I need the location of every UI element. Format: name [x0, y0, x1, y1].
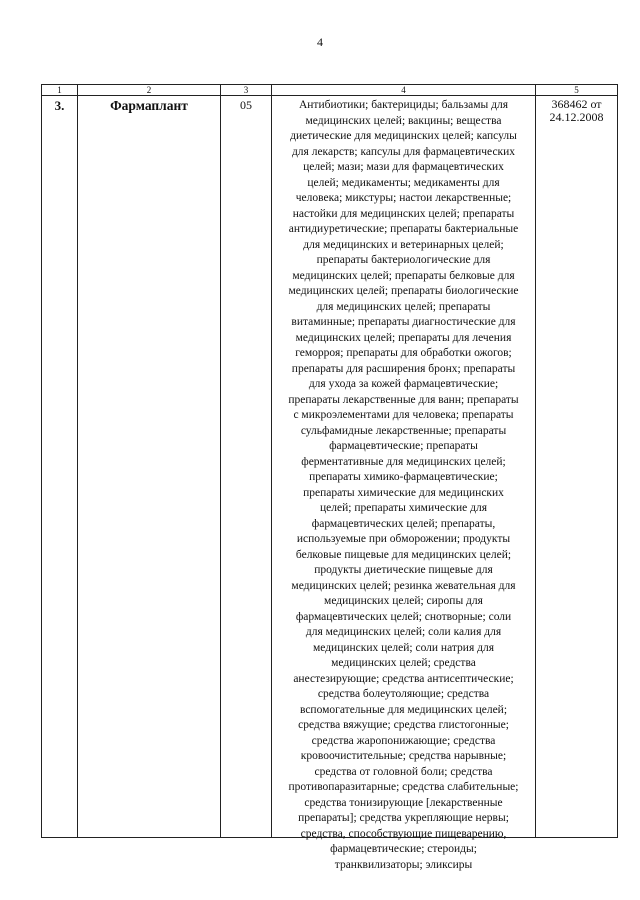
goods-line: для лекарств; капсулы для фармацевтических	[291, 145, 516, 158]
row-number: 3.	[54, 98, 65, 113]
row-number-cell	[42, 96, 78, 838]
table-row	[42, 96, 618, 838]
goods-line: диетические для медицинских целей; капсулы	[290, 130, 517, 142]
goods-line: медицинских целей; средства	[331, 657, 476, 669]
goods-line: целей; препараты химические для	[320, 502, 487, 514]
goods-line: препараты]; средства укрепляющие нервы;	[298, 812, 509, 824]
goods-line: с микроэлементами для человека; препараты	[293, 409, 514, 421]
goods-line: медицинских целей; препараты для лечения	[295, 331, 512, 344]
goods-line: сульфамидные лекарственные; препараты	[300, 424, 507, 437]
goods-line: кровоочистительные; средства нарывные;	[300, 750, 507, 762]
goods-line: препараты химико-фармацевтические;	[309, 471, 498, 483]
goods-line: фармацевтических целей; препараты,	[311, 517, 496, 530]
goods-line: медицинских целей; вакцины; вещества	[305, 114, 502, 127]
trademark-table	[41, 84, 618, 871]
goods-line: для ухода за кожей фармацевтические;	[308, 378, 499, 390]
goods-line: противопаразитарные; средства слабительные;	[288, 781, 519, 793]
goods-line: медицинских целей; сиропы для	[324, 595, 483, 607]
goods-line: медицинских целей; препараты белковые для	[292, 269, 515, 282]
goods-line: используемые при обморожении; продукты	[296, 533, 511, 545]
goods-line: препараты для расширения бронх; препараты	[291, 362, 516, 375]
registration-line: 24.12.2008	[549, 110, 604, 124]
nice-class: 05	[240, 98, 252, 112]
class-cell	[221, 96, 272, 838]
goods-line: вспомогательные для медицинских целей;	[299, 703, 508, 716]
goods-line: геморроя; препараты для обработки ожогов;	[295, 347, 512, 359]
goods-line: средства от головной боли; средства	[314, 765, 493, 778]
goods-line: фармацевтических целей; снотворные; соли	[295, 610, 512, 623]
trademark-name: Фармаплант	[110, 98, 188, 113]
goods-line: настойки для медицинских целей; препараты	[292, 207, 515, 220]
mark-cell	[78, 96, 221, 838]
goods-line: для медицинских целей; препараты	[316, 300, 491, 313]
goods-line: продукты диетические пищевые для	[314, 564, 493, 576]
goods-line: Антибиотики; бактерициды; бальзамы для	[298, 99, 509, 111]
header-col-1: 1	[42, 85, 78, 96]
goods-line: целей; медикаменты; медикаменты для	[307, 176, 500, 189]
goods-line: препараты лекарственные для ванн; препараты	[288, 393, 519, 406]
goods-line: медицинских целей; препараты биологические	[288, 285, 519, 297]
goods-line: средства тонизирующие [лекарственные	[304, 796, 503, 809]
header-col-2: 2	[78, 85, 221, 96]
goods-line: медицинских целей; резинка жевательная для	[291, 579, 516, 592]
goods-line: для медицинских целей; соли калия для	[305, 626, 502, 638]
goods-line: средства болеутоляющие; средства	[317, 688, 490, 700]
goods-line: для медицинских и ветеринарных целей;	[303, 238, 504, 251]
goods-line: белковые пищевые для медицинских целей;	[295, 548, 512, 561]
table-header-row	[42, 85, 618, 96]
goods-line: средства, способствующие пищеварению,	[300, 827, 507, 840]
goods-line: витаминные; препараты диагностические для	[291, 316, 516, 328]
goods-line: антидиуретические; препараты бактериальные	[288, 223, 519, 235]
registration-cell	[536, 96, 618, 838]
goods-line: препараты химические для медицинских	[303, 486, 504, 499]
header-col-4: 4	[272, 85, 536, 96]
goods-line: человека; микстуры; настои лекарственные;	[295, 192, 512, 204]
page-number: 4	[317, 35, 323, 49]
registration-number	[536, 96, 617, 124]
goods-line: препараты бактериологические для	[316, 254, 491, 266]
goods-list	[272, 96, 535, 871]
header-col-3: 3	[221, 85, 272, 96]
registration-line: 368462 от	[551, 97, 602, 111]
goods-line: фармацевтические; препараты	[329, 440, 478, 452]
header-col-5: 5	[536, 85, 618, 96]
goods-line: транквилизаторы; эликсиры	[334, 858, 473, 871]
goods-line: целей; мази; мази для фармацевтических	[303, 161, 504, 173]
goods-line: анестезирующие; средства антисептические;	[293, 672, 514, 685]
goods-line: медицинских целей; соли натрия для	[312, 641, 495, 654]
goods-line: ферментативные для медицинских целей;	[301, 455, 506, 468]
goods-line: средства жаропонижающие; средства	[311, 734, 496, 747]
goods-line: средства вяжущие; средства глистогонные;	[298, 719, 509, 731]
goods-line: фармацевтические; стероиды;	[330, 843, 477, 855]
goods-cell	[272, 96, 536, 871]
